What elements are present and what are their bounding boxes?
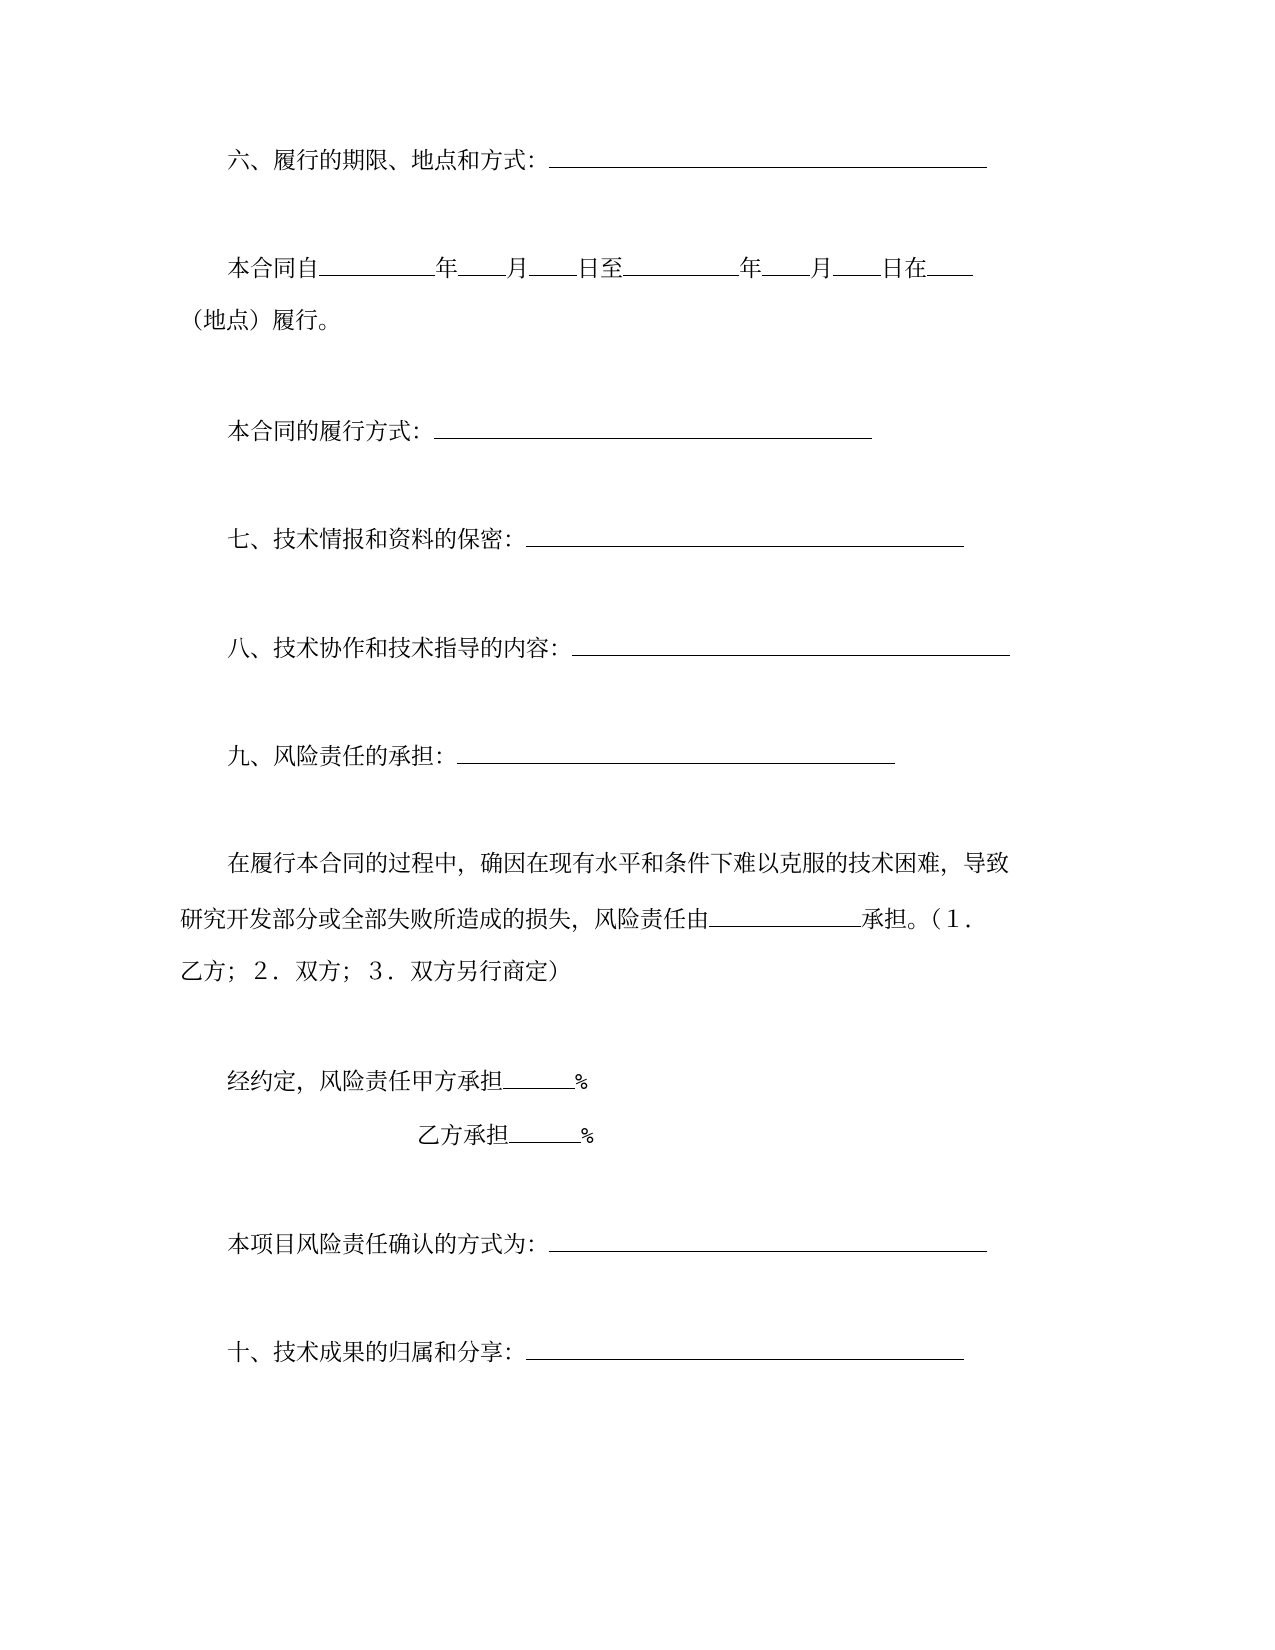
section-9-heading bbox=[227, 741, 895, 771]
risk-confirmation-blank[interactable] bbox=[549, 1229, 987, 1252]
risk-confirmation-label: 本项目风险责任确认的方式为： bbox=[227, 1232, 549, 1258]
section-6-heading bbox=[227, 145, 987, 175]
start-day-blank[interactable] bbox=[529, 253, 577, 276]
start-year-blank[interactable] bbox=[319, 253, 435, 276]
risk-paragraph-text-3: 乙方；２．双方；３．双方另行商定） bbox=[180, 959, 571, 985]
risk-bearer-blank[interactable] bbox=[709, 904, 861, 927]
section-8-title: 八、技术协作和技术指导的内容： bbox=[227, 636, 572, 662]
end-month-blank[interactable] bbox=[762, 253, 810, 276]
party-a-percent-sign: % bbox=[575, 1070, 588, 1094]
performance-method-label: 本合同的履行方式： bbox=[227, 419, 434, 445]
risk-confirmation-line bbox=[227, 1229, 987, 1259]
risk-share-party-b-line bbox=[417, 1120, 594, 1150]
risk-paragraph-line-2 bbox=[180, 904, 988, 934]
section-8-heading bbox=[227, 633, 1010, 663]
risk-paragraph-text-1: 在履行本合同的过程中，确因在现有水平和条件下难以克服的技术困难，导致 bbox=[227, 851, 1009, 877]
end-year-blank[interactable] bbox=[623, 253, 739, 276]
month-label-1: 月 bbox=[506, 256, 529, 282]
contract-period-line bbox=[227, 253, 973, 283]
section-10-blank[interactable] bbox=[526, 1337, 964, 1360]
section-7-blank[interactable] bbox=[526, 524, 964, 547]
risk-share-party-a-line bbox=[227, 1066, 588, 1096]
section-6-blank[interactable] bbox=[549, 145, 987, 168]
section-7-title: 七、技术情报和资料的保密： bbox=[227, 527, 526, 553]
risk-paragraph-line-3 bbox=[180, 958, 571, 986]
day-to-label: 日至 bbox=[577, 256, 623, 282]
section-10-heading bbox=[227, 1337, 964, 1367]
place-suffix-line bbox=[180, 307, 341, 335]
risk-paragraph-text-2b: 承担。（１． bbox=[861, 907, 988, 933]
place-blank[interactable] bbox=[927, 253, 973, 276]
section-7-heading bbox=[227, 524, 964, 554]
end-day-blank[interactable] bbox=[833, 253, 881, 276]
section-10-title: 十、技术成果的归属和分享： bbox=[227, 1340, 526, 1366]
section-9-blank[interactable] bbox=[457, 741, 895, 764]
section-9-title: 九、风险责任的承担： bbox=[227, 744, 457, 770]
performance-method-blank[interactable] bbox=[434, 416, 872, 439]
section-8-blank[interactable] bbox=[572, 633, 1010, 656]
month-label-2: 月 bbox=[810, 256, 833, 282]
year-label-1: 年 bbox=[435, 256, 458, 282]
start-month-blank[interactable] bbox=[458, 253, 506, 276]
period-prefix: 本合同自 bbox=[227, 256, 319, 282]
section-6-title: 六、履行的期限、地点和方式： bbox=[227, 148, 549, 174]
party-b-percent-sign: % bbox=[581, 1124, 594, 1148]
place-suffix: （地点）履行。 bbox=[180, 308, 341, 334]
year-label-2: 年 bbox=[739, 256, 762, 282]
day-at-label: 日在 bbox=[881, 256, 927, 282]
risk-share-party-b-label: 乙方承担 bbox=[417, 1123, 509, 1149]
risk-paragraph-text-2a: 研究开发部分或全部失败所造成的损失，风险责任由 bbox=[180, 907, 709, 933]
party-a-percent-blank[interactable] bbox=[503, 1066, 575, 1089]
party-b-percent-blank[interactable] bbox=[509, 1120, 581, 1143]
risk-share-party-a-label: 经约定，风险责任甲方承担 bbox=[227, 1069, 503, 1095]
performance-method-line bbox=[227, 416, 872, 446]
risk-paragraph-line-1 bbox=[227, 850, 1009, 878]
